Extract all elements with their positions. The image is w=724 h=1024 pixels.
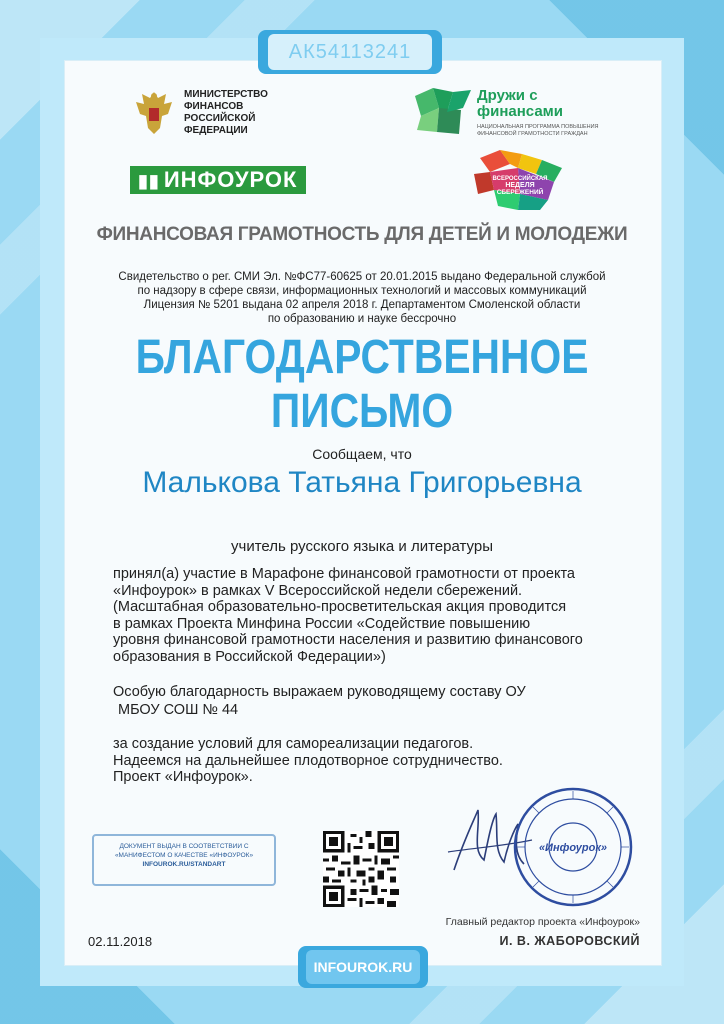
registration-line: Свидетельство о рег. СМИ Эл. №ФС77-60625 от 20.01.2015 выдано Федеральной службой: [118, 271, 606, 283]
manifest-line: ДОКУМЕНТ ВЫДАН В СООТВЕТСТВИИ С: [119, 843, 249, 850]
issue-date: 02.11.2018: [88, 934, 153, 949]
body-paragraph: [113, 566, 633, 665]
body-line: «Инфоурок» в рамках V Всероссийской недели сбережений.: [113, 582, 523, 599]
school-name: МБОУ СОШ № 44: [118, 702, 239, 718]
closing-line: за создание условий для самореализации педагогов.: [113, 736, 474, 752]
registration-line: Лицензия № 5201 выдана 02 апреля 2018 г. Департаментом Смоленской области: [143, 299, 581, 311]
svg-text:НЕДЕЛЯ: НЕДЕЛЯ: [505, 182, 535, 189]
infourok-logo-text: ИНФОУРОК: [163, 167, 298, 192]
svg-text:ВСЕРОССИЙСКАЯ: ВСЕРОССИЙСКАЯ: [492, 176, 548, 182]
manifest-line: «МАНИФЕСТОМ О КАЧЕСТВЕ «ИНФОУРОК»: [114, 852, 254, 859]
infourok-logo: [130, 166, 306, 194]
title-line-1: БЛАГОДАРСТВЕННОЕ: [135, 331, 589, 384]
editor-title: Главный редактор проекта «Инфоурок»: [445, 916, 640, 928]
ministry-name: МИНИСТЕРСТВО ФИНАНСОВ РОССИЙСКОЙ ФЕДЕРАЦИИ: [184, 89, 268, 136]
registration-info: [64, 270, 660, 326]
intro-text: Сообщаем, что: [312, 446, 412, 462]
body-line: (Масштабная образовательно-просветительская акция проводится: [113, 599, 567, 615]
closing-paragraph: [113, 736, 633, 786]
druzhi-mark-icon: [413, 86, 473, 136]
coat-of-arms-icon: [132, 88, 176, 138]
recipient-name: Малькова Татьяна Григорьевна: [142, 466, 582, 499]
thanks-text: Особую благодарность выражаем руководящему составу ОУ: [113, 684, 526, 700]
qr-code-icon: [323, 831, 399, 907]
closing-line: Надеемся на дальнейшее плодотворное сотрудничество.: [113, 752, 503, 769]
infourok-mark-icon: ▮▮: [138, 171, 160, 191]
editor-name: И. В. ЖАБОРОВСКИЙ: [499, 934, 640, 948]
title-line-2: ПИСЬМО: [270, 385, 454, 438]
druzhi-subtitle: НАЦИОНАЛЬНАЯ ПРОГРАММА ПОВЫШЕНИЯ ФИНАНСОВОЙ ГРАМОТНОСТИ ГРАЖДАН: [477, 124, 599, 137]
body-line: уровня финансовой грамотности населения и развитию финансового: [113, 632, 583, 648]
certificate-code: АК54113241: [268, 34, 432, 70]
official-stamp-icon: [512, 786, 634, 908]
minfin-logo: [132, 88, 322, 138]
recipient-role: учитель русского языка и литературы: [231, 538, 493, 555]
druzhi-title: Дружи с финансами: [477, 87, 563, 120]
site-link[interactable]: INFOUROK.RU: [306, 950, 420, 984]
manifest-link: INFOUROK.RU/STANDART: [142, 861, 226, 868]
registration-line: по образованию и науке бессрочно: [267, 313, 457, 325]
registration-line: по надзору в сфере связи, информационных технологий и массовых коммуникаций: [137, 285, 587, 297]
body-line: принял(а) участие в Марафоне финансовой грамотности от проекта: [113, 566, 575, 582]
druzhi-logo: [413, 86, 623, 142]
program-heading: ФИНАНСОВАЯ ГРАМОТНОСТЬ ДЛЯ ДЕТЕЙ И МОЛОДЕЖИ: [96, 224, 628, 245]
body-line: в рамках Проекта Минфина России «Содействие повышению: [113, 615, 531, 632]
stamp-text: «Инфоурок»: [538, 842, 608, 854]
svg-text:СБЕРЕЖЕНИЙ: СБЕРЕЖЕНИЙ: [496, 189, 544, 196]
closing-line: Проект «Инфоурок».: [113, 769, 253, 785]
quality-manifest-box: [92, 834, 276, 886]
savings-week-logo: [470, 150, 570, 212]
body-line: образования в Российской Федерации»): [113, 648, 386, 665]
